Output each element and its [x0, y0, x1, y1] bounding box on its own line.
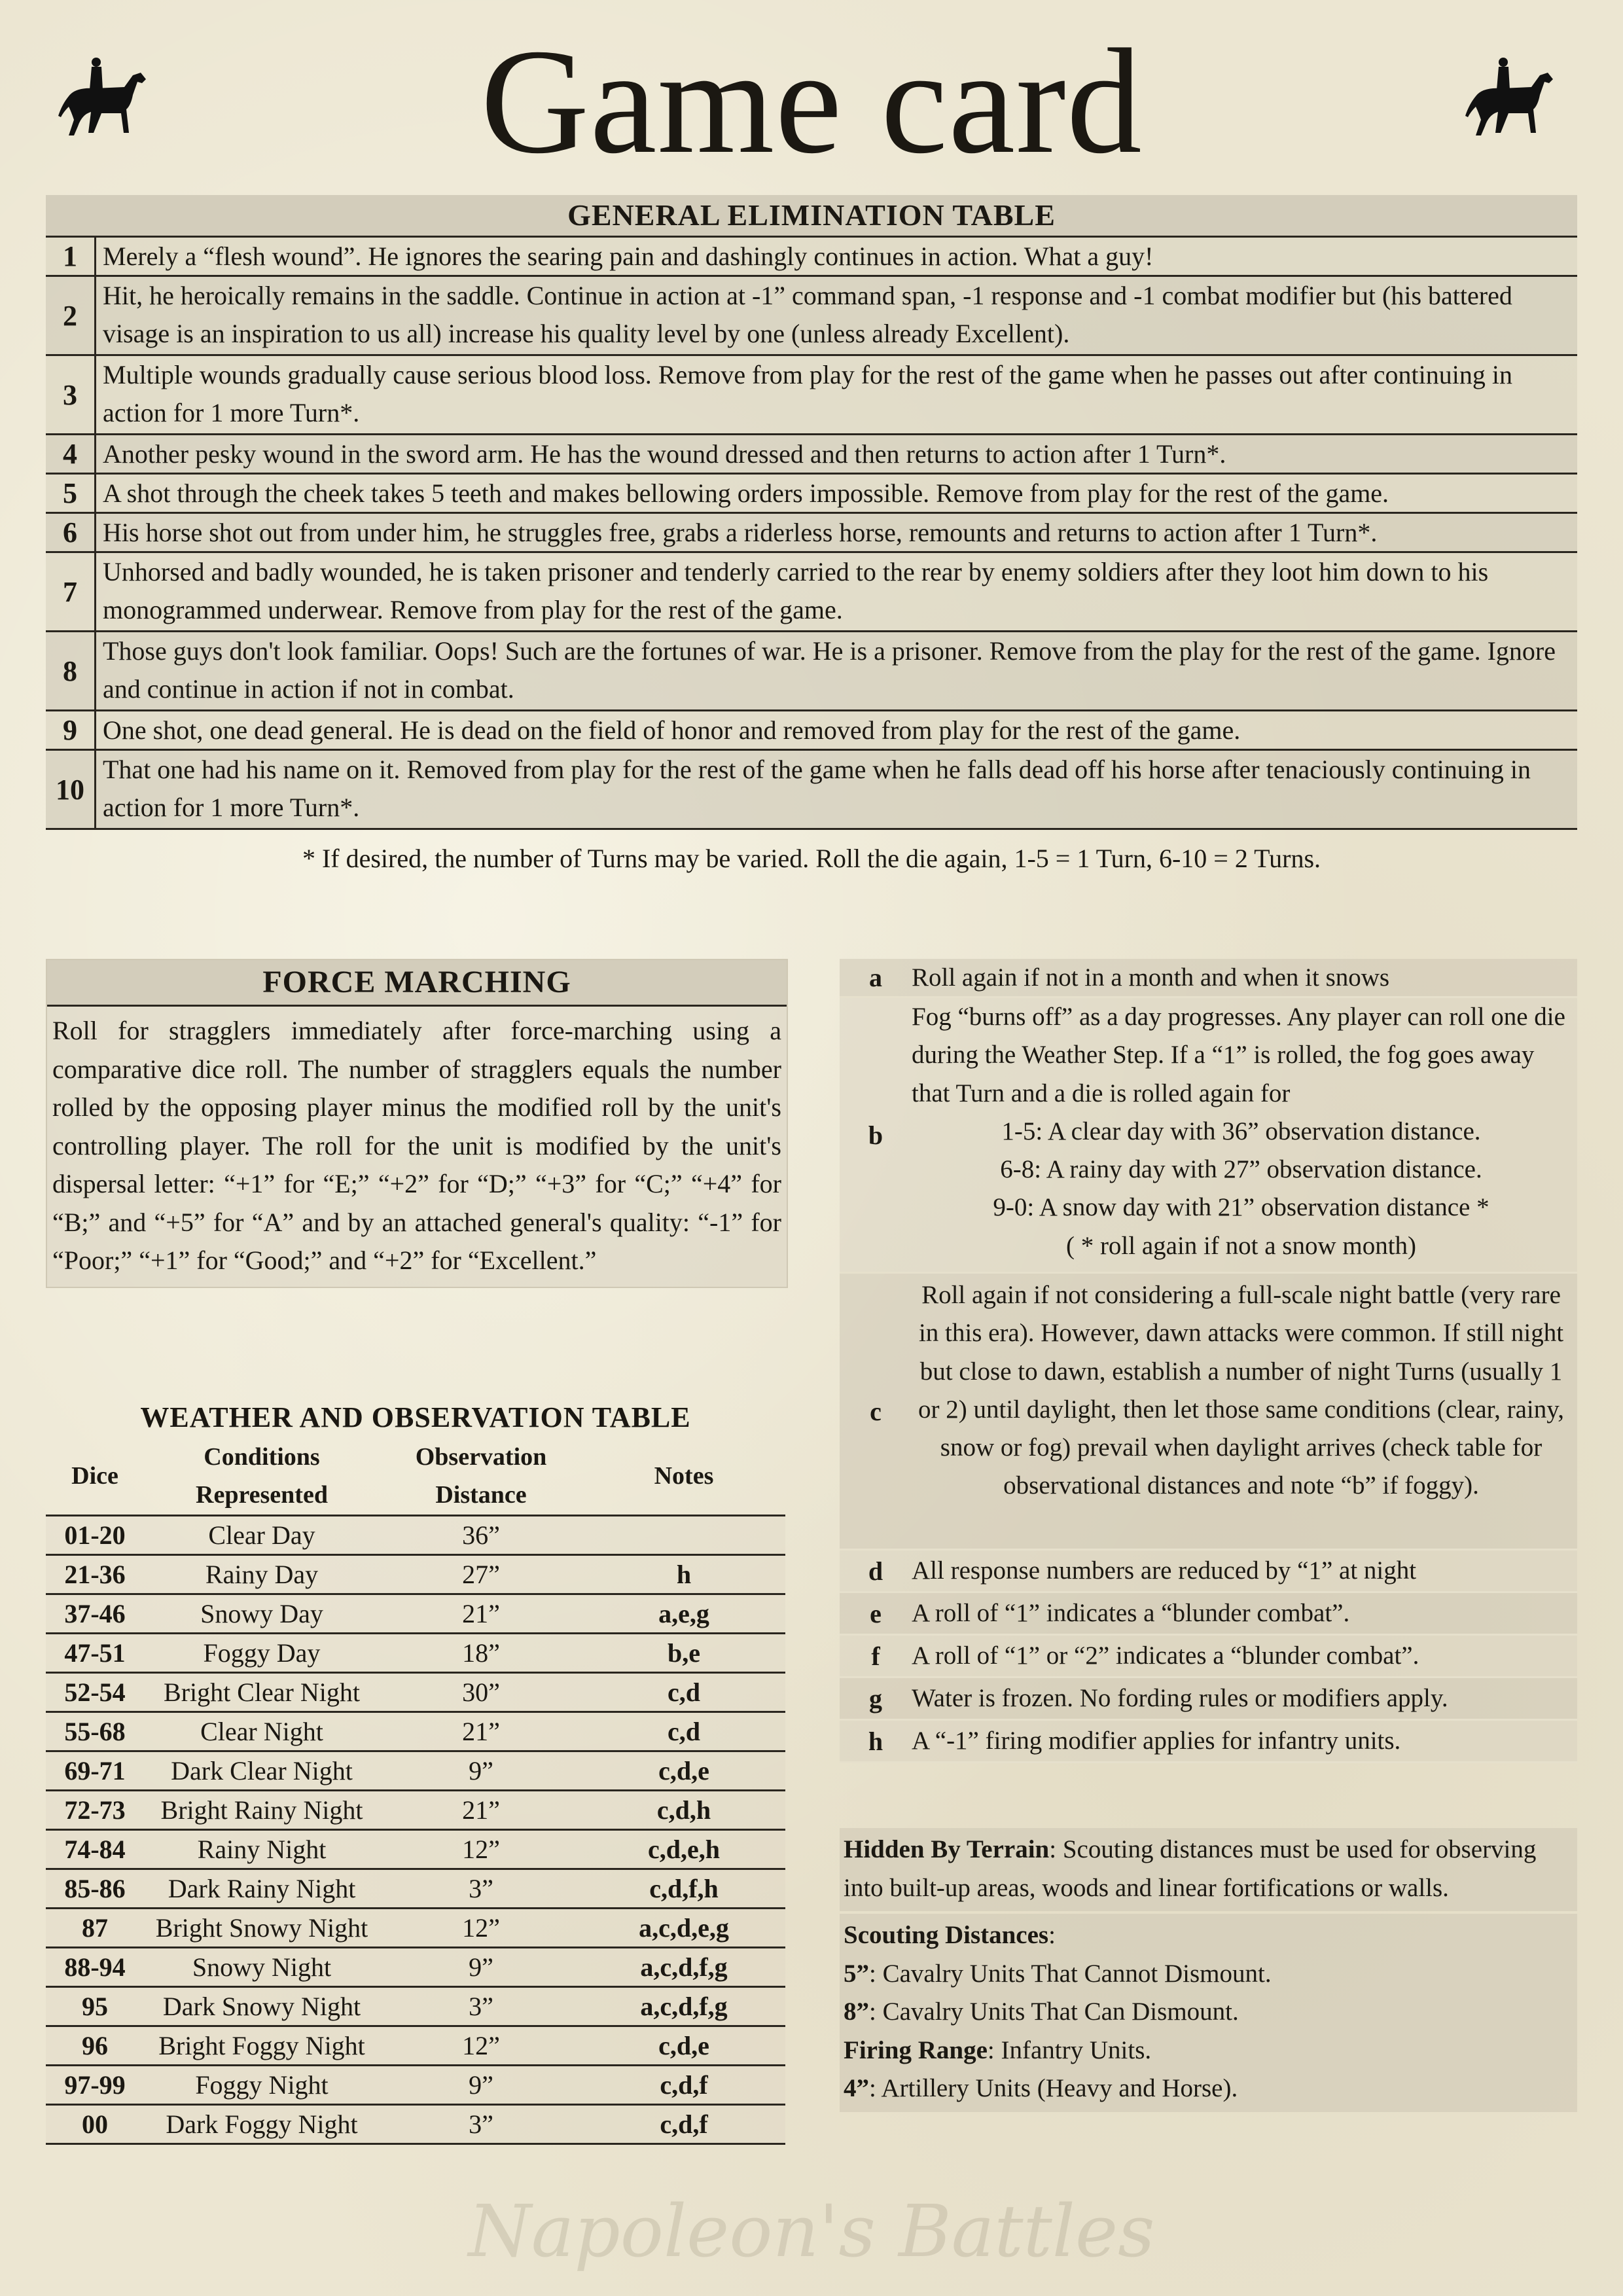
note-text: A roll of “1” or “2” indicates a “blunder combat”. [912, 1641, 1419, 1670]
table-row [46, 632, 1577, 711]
distance-cell: 36” [462, 1520, 500, 1550]
note-row-f [840, 1636, 1577, 1678]
row-number: 6 [46, 514, 96, 551]
notes-cell: c,d [668, 1717, 700, 1746]
note-row-h [840, 1721, 1577, 1763]
dice-cell: 95 [82, 1992, 108, 2021]
note-b-line: 1-5: A clear day with 36” observation distance. [1001, 1117, 1481, 1145]
conditions-cell: Foggy Night [195, 2070, 329, 2100]
table-heading: GENERAL ELIMINATION TABLE [46, 195, 1577, 238]
row-number: 9 [46, 711, 96, 749]
dice-cell: 96 [82, 2031, 108, 2060]
notes-cell: a,c,d,f,g [640, 1992, 728, 2021]
distance-cell: 9” [469, 1952, 493, 1982]
note-row-a [840, 959, 1577, 998]
column-header-conditions [144, 1437, 380, 1515]
table-row [46, 514, 1577, 553]
table-row [46, 2106, 785, 2145]
row-text: One shot, one dead general. He is dead on the field of honor and removed from play for the rest of the game. [103, 715, 1241, 745]
note-letter: c [870, 1396, 882, 1426]
row-number: 4 [46, 435, 96, 473]
distance-cell: 12” [462, 2031, 500, 2060]
table-row [46, 1556, 785, 1595]
scouting-distances [840, 1914, 1577, 2112]
notes-cell: c,d [668, 1677, 700, 1707]
note-text: Roll again if not in a month and when it snows [912, 963, 1390, 992]
distance-cell: 21” [462, 1717, 500, 1746]
scouting-item-text: : Cavalry Units That Can Dismount. [869, 1998, 1239, 2026]
hidden-by-terrain [840, 1828, 1577, 1911]
note-text [912, 998, 1577, 1272]
row-text: His horse shot out from under him, he struggles free, grabs a riderless horse, remounts and returns to action after 1 Turn*. [103, 518, 1378, 547]
table-row [46, 1516, 785, 1556]
row-text: Unhorsed and badly wounded, he is taken prisoner and tenderly carried to the rear by enemy soldiers after they loot him down to his monogrammed underwear. Remove from play for the rest of the game. [103, 557, 1489, 624]
distance-cell: 12” [462, 1913, 500, 1943]
row-text: A shot through the cheek takes 5 teeth and makes bellowing orders impossible. Remove from play for the rest of the game. [103, 478, 1389, 508]
scouting-label: Scouting Distances [844, 1921, 1049, 1949]
table-row [46, 277, 1577, 356]
scouting-item [844, 2070, 1573, 2108]
distance-cell: 3” [469, 2109, 493, 2139]
scouting-item-text: : Cavalry Units That Cannot Dismount. [869, 1959, 1272, 1988]
row-text: Those guys don't look familiar. Oops! Such are the fortunes of war. He is a prisoner. Remove from the play for the rest of the game. Ignore and continue in action if not in combat. [103, 636, 1556, 704]
conditions-cell: Dark Foggy Night [166, 2109, 358, 2139]
scouting-item-label: 8” [844, 1998, 869, 2026]
table-row [46, 1674, 785, 1713]
table-row [46, 2027, 785, 2066]
row-number: 1 [46, 238, 96, 275]
force-marching-heading: FORCE MARCHING [47, 960, 787, 1007]
watermark-logo: Napoleon's Battles [468, 2189, 1155, 2273]
notes-cell: c,d,f [660, 2109, 708, 2139]
note-row-c [840, 1274, 1577, 1551]
table-row [46, 1831, 785, 1870]
weather-notes-table [840, 959, 1577, 1763]
row-number: 5 [46, 475, 96, 512]
dice-cell: 21-36 [64, 1560, 126, 1589]
table-row [46, 356, 1577, 435]
scouting-item [844, 1993, 1573, 2032]
dice-cell: 00 [82, 2109, 108, 2139]
conditions-cell: Snowy Day [200, 1599, 323, 1628]
force-marching-box [46, 959, 788, 1288]
row-number: 7 [46, 553, 96, 630]
scouting-colon: : [1048, 1921, 1056, 1949]
scouting-heading [844, 1916, 1573, 1955]
row-text: That one had his name on it. Removed from play for the rest of the game when he falls dead off his horse after tenaciously continuing in action for 1 more Turn*. [103, 755, 1531, 822]
note-text: All response numbers are reduced by “1” at night [912, 1556, 1417, 1585]
conditions-cell: Dark Rainy Night [168, 1874, 356, 1903]
note-letter: g [869, 1683, 882, 1713]
table-row [46, 238, 1577, 277]
distance-cell: 9” [469, 1756, 493, 1785]
note-text: A “-1” firing modifier applies for infantry units. [912, 1727, 1401, 1755]
column-header-observation [380, 1437, 582, 1515]
hidden-text: : Scouting distances must be used for observing into built-up areas, woods and linear fortifications or walls. [844, 1835, 1537, 1902]
notes-cell: h [676, 1560, 692, 1589]
scouting-item-text: : Infantry Units. [987, 2036, 1152, 2064]
distance-cell: 3” [469, 1874, 493, 1903]
scouting-item-label: 5” [844, 1959, 869, 1988]
distance-cell: 21” [462, 1599, 500, 1628]
elimination-footnote: * If desired, the number of Turns may be varied. Roll the die again, 1-5 = 1 Turn, 6-10 = 2 Turns. [302, 844, 1321, 873]
distance-cell: 18” [462, 1638, 500, 1668]
scouting-item-label: Firing Range [844, 2036, 988, 2064]
distance-cell: 21” [462, 1795, 500, 1825]
scouting-item [844, 2032, 1573, 2070]
dice-cell: 97-99 [64, 2070, 126, 2100]
conditions-cell: Bright Foggy Night [158, 2031, 365, 2060]
conditions-cell: Bright Rainy Night [160, 1795, 363, 1825]
note-letter: a [869, 963, 882, 992]
row-text: Multiple wounds gradually cause serious blood loss. Remove from play for the rest of the game when he passes out after continuing in action for 1 more Turn*. [103, 360, 1512, 427]
header-line: Conditions [204, 1443, 320, 1471]
row-text: Hit, he heroically remains in the saddle. Continue in action at -1” command span, -1 response and -1 combat modifier but (his battered visage is an inspiration to us all) increase his quality level by one (unless already Excellent). [103, 281, 1512, 348]
hidden-label: Hidden By Terrain [844, 1835, 1050, 1863]
force-marching-text: Roll for stragglers immediately after force-marching using a comparative dice roll. The number of stragglers equals the number rolled by the opposing player minus the modified roll by the unit's controlling player. The roll for the unit is modified by the unit's dispersal letter: “+1” for “E;” “+2” for “D;” “+3” for “C;” “+4” for “B;” and “+5” for “A” and by an attached general's quality: “-1” for “Poor;” “+1” for “Good;” and “+2” for “Excellent.” [52, 1016, 781, 1275]
header-line: Observation [415, 1443, 547, 1471]
header-line: Distance [435, 1481, 527, 1509]
table-row [46, 1988, 785, 2027]
row-text: Merely a “flesh wound”. He ignores the searing pain and dashingly continues in action. What a guy! [103, 242, 1154, 271]
table-row [46, 1595, 785, 1634]
note-b-line: 6-8: A rainy day with 27” observation distance. [1000, 1155, 1482, 1184]
table-row [46, 1870, 785, 1909]
page-title: Game card [480, 18, 1143, 185]
note-b-intro: Fog “burns off” as a day progresses. Any player can roll one die during the Weather Step. If a “1” is rolled, the fog goes away that Turn and a die is rolled again for [912, 1003, 1565, 1107]
table-header-row [46, 1437, 785, 1516]
notes-cell: a,e,g [658, 1599, 709, 1628]
table-row [46, 1713, 785, 1752]
dice-cell: 01-20 [64, 1520, 126, 1550]
notes-cell: c,d,e,h [648, 1835, 720, 1864]
conditions-cell: Bright Clear Night [164, 1677, 360, 1707]
notes-cell: c,d,e [658, 1756, 709, 1785]
distance-cell: 12” [462, 1835, 500, 1864]
distance-cell: 9” [469, 2070, 493, 2100]
notes-cell: a,c,d,e,g [639, 1913, 729, 1943]
notes-cell: c,d,f,h [649, 1874, 719, 1903]
table-row [46, 711, 1577, 751]
scouting-item-text: : Artillery Units (Heavy and Horse). [869, 2074, 1238, 2102]
weather-observation-table [46, 1398, 785, 2145]
row-number: 8 [46, 632, 96, 709]
notes-cell: c,d,h [656, 1795, 711, 1825]
dice-cell: 37-46 [64, 1599, 126, 1628]
row-text: Another pesky wound in the sword arm. He has the wound dressed and then returns to action after 1 Turn*. [103, 439, 1226, 469]
column-header-notes: Notes [654, 1462, 714, 1490]
distance-cell: 27” [462, 1560, 500, 1589]
table-row [46, 553, 1577, 632]
dice-cell: 85-86 [64, 1874, 126, 1903]
dice-cell: 69-71 [64, 1756, 126, 1785]
conditions-cell: Rainy Night [197, 1835, 327, 1864]
column-header-dice: Dice [71, 1462, 118, 1490]
table-row [46, 1909, 785, 1948]
note-letter: d [868, 1556, 883, 1586]
weather-rows [46, 1516, 785, 2145]
table-row [46, 1791, 785, 1831]
conditions-cell: Dark Clear Night [171, 1756, 353, 1785]
note-row-e [840, 1593, 1577, 1636]
note-row-d [840, 1551, 1577, 1593]
table-row [46, 2066, 785, 2106]
row-number: 10 [46, 751, 96, 828]
note-b-line: ( * roll again if not a snow month) [1065, 1231, 1417, 1260]
conditions-cell: Clear Night [200, 1717, 323, 1746]
notes-cell: c,d,e [658, 2031, 709, 2060]
note-text: A roll of “1” indicates a “blunder combat”. [912, 1599, 1350, 1627]
note-b-line: 9-0: A snow day with 21” observation distance * [993, 1193, 1489, 1222]
notes-cell: b,e [668, 1638, 700, 1668]
note-row-b [840, 998, 1577, 1274]
general-elimination-table [46, 195, 1577, 830]
note-letter: e [870, 1598, 882, 1628]
dice-cell: 72-73 [64, 1795, 126, 1825]
note-letter: f [871, 1641, 880, 1671]
table-row [46, 1948, 785, 1988]
note-text: Roll again if not considering a full-scale night battle (very rare in this era). However, dawn attacks were common. If still night but close to dawn, establish a number of night Turns (usually 1 or 2) until daylight, then let those same conditions (clear, rainy, snow or fog) prevail when daylight arrives (check table for observational distances and note “b” if foggy). [918, 1281, 1564, 1500]
note-text: Water is frozen. No fording rules or modifiers apply. [912, 1684, 1448, 1712]
notes-cell: c,d,f [660, 2070, 708, 2100]
table-row [46, 1634, 785, 1674]
dice-cell: 55-68 [64, 1717, 126, 1746]
table-row [46, 1752, 785, 1791]
conditions-cell: Bright Snowy Night [155, 1913, 368, 1943]
scouting-item [844, 1955, 1573, 1994]
header-line: Represented [196, 1481, 328, 1509]
table-row [46, 475, 1577, 514]
dice-cell: 88-94 [64, 1952, 126, 1982]
conditions-cell: Clear Day [208, 1520, 315, 1550]
weather-table-heading: WEATHER AND OBSERVATION TABLE [140, 1401, 691, 1433]
row-number: 2 [46, 277, 96, 354]
note-letter: b [868, 1120, 883, 1150]
conditions-cell: Dark Snowy Night [162, 1992, 361, 2021]
conditions-cell: Rainy Day [205, 1560, 319, 1589]
row-number: 3 [46, 356, 96, 433]
table-row [46, 435, 1577, 475]
notes-cell: a,c,d,f,g [640, 1952, 728, 1982]
terrain-scouting-box [840, 1828, 1577, 2112]
conditions-cell: Foggy Day [203, 1638, 321, 1668]
dice-cell: 74-84 [64, 1835, 126, 1864]
note-letter: h [868, 1726, 883, 1756]
table-row [46, 751, 1577, 830]
distance-cell: 30” [462, 1677, 500, 1707]
conditions-cell: Snowy Night [192, 1952, 332, 1982]
dice-cell: 52-54 [64, 1677, 126, 1707]
dice-cell: 87 [82, 1913, 108, 1943]
dice-cell: 47-51 [64, 1638, 126, 1668]
scouting-item-label: 4” [844, 2074, 869, 2102]
distance-cell: 3” [469, 1992, 493, 2021]
note-row-g [840, 1678, 1577, 1721]
